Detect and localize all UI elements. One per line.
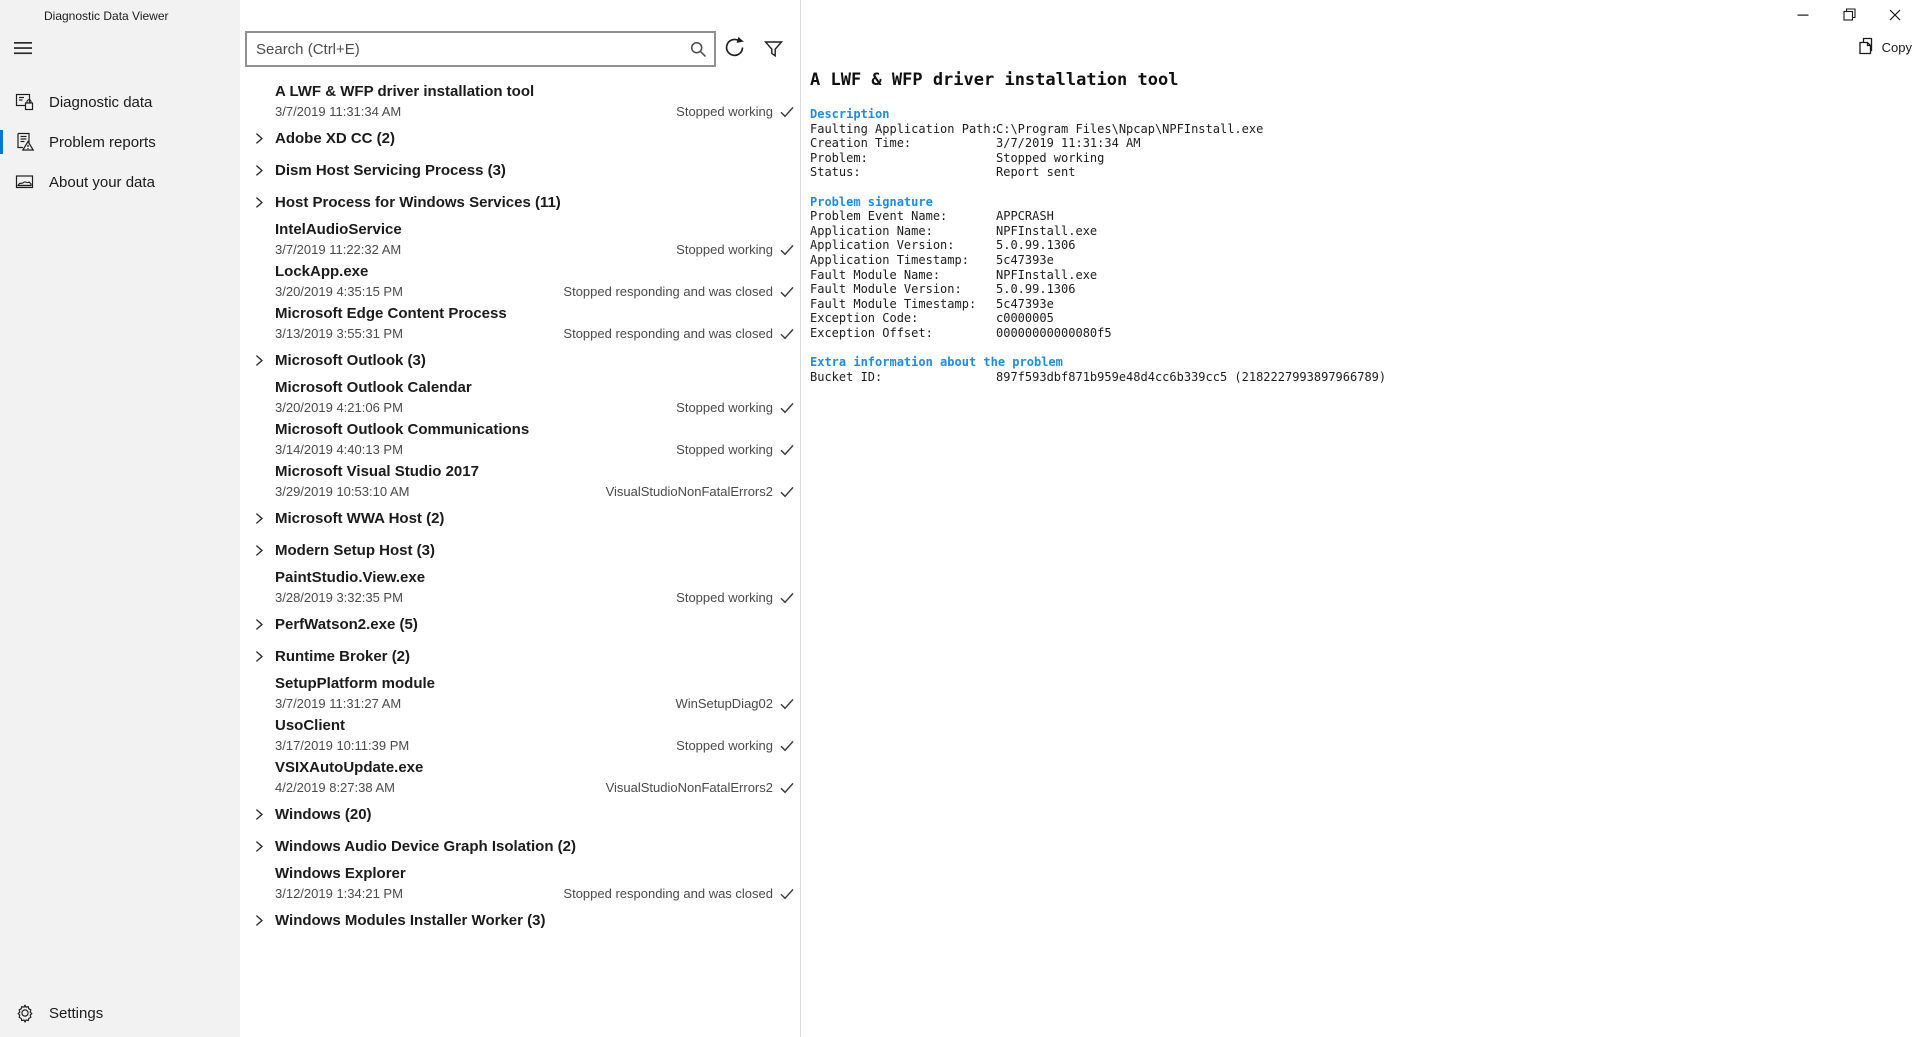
group-title: Adobe XD CC (2) [275, 129, 395, 147]
detail-row-value: 5c47393e [996, 296, 1054, 311]
group-title: Dism Host Servicing Process (3) [275, 161, 506, 179]
chevron-right-icon[interactable] [253, 650, 265, 663]
report-row-subline [275, 484, 794, 500]
detail-row-value: 897f593dbf871b959e48d4cc6b339cc5 (2182227993897966789) [996, 369, 1387, 384]
report-row[interactable] [275, 566, 794, 608]
hamburger-icon [13, 39, 33, 60]
report-list [240, 80, 800, 1037]
sidebar [0, 0, 240, 1037]
report-row-title: IntelAudioService [275, 221, 402, 238]
group-row[interactable] [253, 344, 794, 376]
detail-row-label: Application Version: [810, 238, 955, 253]
detail-row [810, 209, 1386, 224]
chevron-right-icon[interactable] [253, 618, 265, 631]
chevron-right-icon[interactable] [253, 544, 265, 557]
detail-row [810, 282, 1386, 297]
chevron-right-icon[interactable] [253, 196, 265, 209]
chevron-right-icon[interactable] [253, 512, 265, 525]
report-row-title: VSIXAutoUpdate.exe [275, 759, 424, 776]
close-button[interactable] [1872, 0, 1918, 32]
checkmark-icon [780, 592, 794, 604]
minimize-icon [1797, 9, 1809, 24]
report-row-subline [275, 886, 794, 902]
report-status [676, 104, 794, 120]
report-detail-pane [801, 0, 1918, 1037]
detail-section [810, 355, 1386, 384]
group-title: Windows Audio Device Graph Isolation (2) [275, 837, 577, 855]
section-header: Problem signature [810, 194, 933, 209]
report-row-title: A LWF & WFP driver installation tool [275, 83, 535, 100]
app-title: Diagnostic Data Viewer [44, 9, 169, 23]
checkmark-icon [780, 286, 794, 298]
detail-row-value: 5c47393e [996, 252, 1054, 267]
filter-button[interactable] [758, 35, 788, 65]
detail-row [810, 151, 1386, 166]
report-row[interactable] [275, 218, 794, 260]
report-date: 3/17/2019 10:11:39 PM [275, 738, 410, 753]
restore-button[interactable] [1826, 0, 1872, 32]
group-row[interactable] [253, 502, 794, 534]
report-date: 3/20/2019 4:35:15 PM [275, 284, 403, 299]
report-date: 3/12/2019 1:34:21 PM [275, 886, 403, 901]
group-title: PerfWatson2.exe (5) [275, 615, 418, 633]
detail-row-label: Fault Module Name: [810, 267, 941, 282]
chevron-right-icon[interactable] [253, 914, 265, 927]
report-row-subline [275, 242, 794, 258]
detail-row-label: Problem: [810, 150, 868, 165]
report-status [676, 242, 794, 258]
detail-row [810, 224, 1386, 239]
detail-row-value: 3/7/2019 11:31:34 AM [996, 136, 1141, 151]
detail-row [810, 311, 1386, 326]
report-status-text: VisualStudioNonFatalErrors2 [605, 484, 773, 499]
report-status [675, 696, 794, 712]
report-row-title: Microsoft Edge Content Process [275, 305, 507, 322]
report-row-subline [275, 696, 794, 712]
filter-icon [763, 39, 784, 62]
report-date: 3/7/2019 11:22:32 AM [275, 242, 402, 257]
sidebar-item-label: Diagnostic data [49, 93, 153, 111]
detail-row-label: Faulting Application Path: [810, 121, 998, 136]
report-status [606, 484, 794, 500]
report-status-text: Stopped working [676, 400, 773, 415]
group-title: Microsoft Outlook (3) [275, 351, 426, 369]
detail-row [810, 326, 1386, 341]
group-title: Modern Setup Host (3) [275, 541, 435, 559]
report-status-text: Stopped responding and was closed [563, 886, 773, 901]
report-row[interactable] [275, 714, 794, 756]
checkmark-icon [780, 486, 794, 498]
report-status-text: Stopped working [676, 104, 773, 119]
caption-buttons [1780, 0, 1918, 32]
detail-row [810, 165, 1386, 180]
detail-row-label: Exception Offset: [810, 325, 933, 340]
report-row-title: UsoClient [275, 717, 346, 734]
report-status-text: Stopped working [676, 590, 773, 605]
group-title: Windows Modules Installer Worker (3) [275, 911, 546, 929]
chevron-right-icon[interactable] [253, 132, 265, 145]
diagnostic-data-icon [15, 92, 35, 112]
detail-row-value: 5.0.99.1306 [996, 282, 1076, 297]
report-status [563, 326, 794, 342]
report-row[interactable] [275, 418, 794, 460]
report-date: 3/13/2019 3:55:31 PM [275, 326, 403, 341]
detail-row-value: APPCRASH [996, 209, 1054, 224]
checkmark-icon [780, 740, 794, 752]
report-row-title: SetupPlatform module [275, 675, 436, 692]
report-status [563, 284, 794, 300]
report-status-text: WinSetupDiag02 [675, 696, 773, 711]
checkmark-icon [780, 402, 794, 414]
report-status-text: Stopped responding and was closed [563, 326, 773, 341]
detail-row [810, 136, 1386, 151]
report-row[interactable] [275, 672, 794, 714]
group-title: Runtime Broker (2) [275, 647, 411, 665]
report-status-text: VisualStudioNonFatalErrors2 [605, 780, 773, 795]
report-date: 4/2/2019 8:27:38 AM [275, 780, 395, 795]
report-row[interactable] [275, 756, 794, 798]
report-status [606, 780, 794, 796]
group-row[interactable] [253, 640, 794, 672]
detail-row-value: c0000005 [996, 311, 1054, 326]
group-row[interactable] [253, 904, 794, 936]
group-row[interactable] [253, 122, 794, 154]
sidebar-item-label: Problem reports [49, 133, 156, 151]
detail-row-value: NPFInstall.exe [996, 223, 1098, 238]
report-status [676, 442, 794, 458]
report-status [676, 400, 794, 416]
report-row-subline [275, 104, 794, 120]
group-row[interactable] [253, 534, 794, 566]
report-row-subline [275, 738, 794, 754]
detail-row [810, 268, 1386, 283]
detail-row-label: Problem Event Name: [810, 209, 948, 224]
selected-indicator [0, 130, 3, 154]
report-row[interactable] [275, 260, 794, 302]
report-date: 3/20/2019 4:21:06 PM [275, 400, 403, 415]
report-status-text: Stopped working [676, 242, 773, 257]
report-status [676, 738, 794, 754]
problem-reports-list-pane [240, 0, 801, 1037]
report-title: A LWF & WFP driver installation tool [810, 70, 1179, 90]
sidebar-item-label: About your data [49, 173, 155, 191]
section-rows [810, 122, 1386, 180]
section-rows [810, 209, 1386, 340]
detail-row-label: Fault Module Timestamp: [810, 296, 977, 311]
sidebar-item-diagnostic-data[interactable] [0, 82, 240, 122]
close-icon [1889, 9, 1901, 24]
checkmark-icon [780, 444, 794, 456]
sidebar-item-about-your-data[interactable] [0, 162, 240, 202]
checkmark-icon [780, 698, 794, 710]
detail-row [810, 253, 1386, 268]
group-row[interactable] [253, 186, 794, 218]
detail-row-label: Bucket ID: [810, 369, 883, 384]
detail-row-value: 00000000000080f5 [996, 325, 1112, 340]
detail-section [810, 107, 1386, 180]
detail-row [810, 370, 1386, 385]
hamburger-menu-button[interactable] [6, 34, 40, 64]
detail-row-value: Report sent [996, 165, 1076, 180]
report-status-text: Stopped working [676, 738, 773, 753]
report-date: 3/28/2019 3:32:35 PM [275, 590, 403, 605]
checkmark-icon [780, 328, 794, 340]
refresh-icon [722, 36, 745, 62]
chevron-right-icon[interactable] [253, 808, 265, 821]
problem-reports-icon [15, 132, 35, 152]
sidebar-nav [0, 82, 240, 202]
checkmark-icon [780, 888, 794, 900]
section-header: Description [810, 107, 890, 121]
detail-row-value: Stopped working [996, 150, 1105, 165]
detail-row-label: Status: [810, 165, 861, 180]
about-your-data-icon [15, 172, 35, 192]
report-row-subline [275, 326, 794, 342]
report-row-subline [275, 284, 794, 300]
sidebar-footer [0, 993, 240, 1033]
group-title: Host Process for Windows Services (11) [275, 193, 561, 211]
group-title: Microsoft WWA Host (2) [275, 509, 445, 527]
report-status-text: Stopped responding and was closed [563, 284, 773, 299]
detail-row [810, 238, 1386, 253]
detail-row-label: Application Name: [810, 223, 933, 238]
report-status [563, 886, 794, 902]
section-rows [810, 370, 1386, 385]
detail-row-label: Exception Code: [810, 311, 919, 326]
detail-row-label: Fault Module Version: [810, 282, 962, 297]
chevron-right-icon[interactable] [253, 164, 265, 177]
report-row-subline [275, 590, 794, 606]
report-row[interactable] [275, 376, 794, 418]
report-row-title: Microsoft Outlook Calendar [275, 379, 472, 396]
report-detail-content [810, 107, 1386, 399]
report-row[interactable] [275, 460, 794, 502]
detail-section [810, 195, 1386, 341]
report-row-title: PaintStudio.View.exe [275, 569, 426, 586]
copy-button[interactable] [1857, 36, 1912, 59]
minimize-button[interactable] [1780, 0, 1826, 32]
section-header: Extra information about the problem [810, 355, 1063, 370]
group-title: Windows (20) [275, 805, 372, 823]
report-row-subline [275, 780, 794, 796]
copy-icon [1857, 36, 1875, 59]
checkmark-icon [780, 106, 794, 118]
report-row-title: Microsoft Visual Studio 2017 [275, 463, 479, 480]
group-row[interactable] [253, 798, 794, 830]
copy-button-label: Copy [1881, 40, 1912, 55]
settings-gear-icon [15, 1003, 35, 1023]
checkmark-icon [780, 244, 794, 256]
search-input[interactable] [247, 33, 714, 65]
report-status-text: Stopped working [676, 442, 773, 457]
report-row-title: LockApp.exe [275, 263, 369, 280]
search-box [245, 31, 716, 67]
detail-row [810, 122, 1386, 137]
report-row[interactable] [275, 862, 794, 904]
report-row-subline [275, 442, 794, 458]
group-row[interactable] [253, 154, 794, 186]
detail-row [810, 297, 1386, 312]
group-row[interactable] [253, 830, 794, 862]
refresh-button[interactable] [718, 34, 748, 64]
sidebar-item-label: Settings [49, 1004, 104, 1022]
chevron-right-icon[interactable] [253, 840, 265, 853]
detail-row-label: Application Timestamp: [810, 252, 969, 267]
report-date: 3/7/2019 11:31:27 AM [275, 696, 402, 711]
report-status [676, 590, 794, 606]
report-row[interactable] [275, 302, 794, 344]
report-date: 3/7/2019 11:31:34 AM [275, 104, 402, 119]
report-row-subline [275, 400, 794, 416]
group-row[interactable] [253, 608, 794, 640]
chevron-right-icon[interactable] [253, 354, 265, 367]
sidebar-item-problem-reports[interactable] [0, 122, 240, 162]
report-date: 3/14/2019 4:40:13 PM [275, 442, 403, 457]
detail-row-value: NPFInstall.exe [996, 267, 1098, 282]
detail-row-value: 5.0.99.1306 [996, 238, 1076, 253]
report-row-title: Microsoft Outlook Communications [275, 421, 530, 438]
detail-row-value: C:\Program Files\Npcap\NPFInstall.exe [996, 121, 1264, 136]
report-date: 3/29/2019 10:53:10 AM [275, 484, 410, 499]
sidebar-item-settings[interactable] [0, 993, 240, 1033]
detail-row-label: Creation Time: [810, 136, 912, 151]
report-row[interactable] [275, 80, 794, 122]
report-row-title: Windows Explorer [275, 865, 406, 882]
checkmark-icon [780, 782, 794, 794]
restore-icon [1843, 8, 1856, 24]
